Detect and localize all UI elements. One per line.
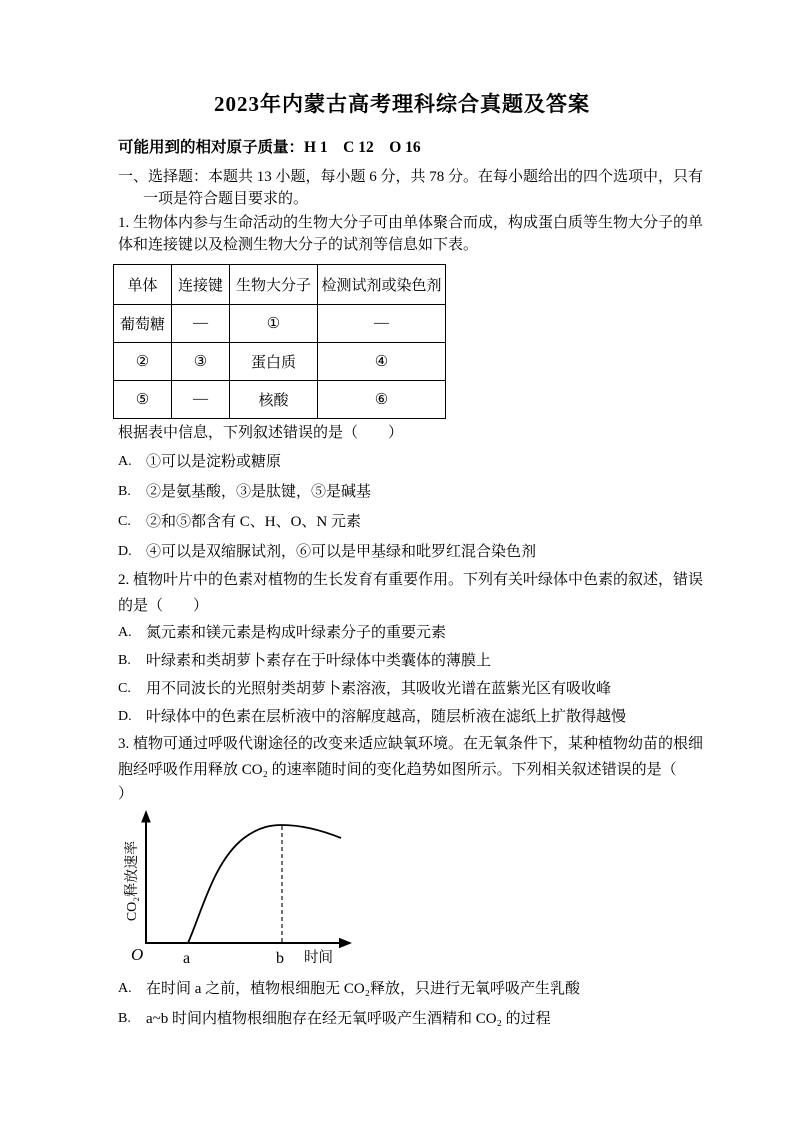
option-label: B.: [118, 653, 131, 668]
q2-stem-line2: 的是（ ）: [118, 598, 209, 614]
table-cell: ⑥: [318, 381, 446, 419]
option-text: ②是氨基酸，③是肽键，⑤是碱基: [146, 484, 372, 500]
y-axis-arrow-icon: [141, 810, 151, 823]
q1-option-c: [118, 507, 686, 537]
q3-stem-line1: 3. 植物可通过呼吸代谢途径的改变来适应缺氧环境。在无氧条件下，某种植物幼苗的根细: [118, 736, 704, 752]
q2-stem-line1: 2. 植物叶片中的色素对植物的生长发育有重要作用。下列有关叶绿体中色素的叙述，错误: [118, 572, 704, 588]
table-cell: ⑤: [114, 381, 172, 419]
q1-table-row-1: [114, 305, 446, 343]
x-tick-a: a: [183, 950, 191, 967]
section-heading-line2: 一项是符合题目要求的。: [143, 191, 309, 207]
table-cell: —: [172, 381, 230, 419]
option-label: D.: [118, 709, 132, 724]
q1-table: [113, 264, 446, 419]
x-tick-b: b: [276, 950, 284, 967]
table-cell: ②: [114, 343, 172, 381]
q1-question: 根据表中信息，下列叙述错误的是（ ）: [118, 425, 404, 441]
q2-option-a: [118, 619, 686, 647]
option-text: 用不同波长的光照射类胡萝卜素溶液，其吸收光谱在蓝紫光区有吸收峰: [146, 681, 612, 697]
q1-table-header-monomer: 单体: [114, 265, 172, 305]
q2-option-d: [118, 703, 686, 731]
y-axis-label: CO₂释放速率: [125, 840, 140, 922]
q1-table-row-2: [114, 343, 446, 381]
option-text: 叶绿素和类胡萝卜素存在于叶绿体中类囊体的薄膜上: [146, 653, 492, 669]
co2-rate-chart: [124, 807, 376, 969]
section-heading-line1: 一、选择题：本题共 13 小题，每小题 6 分，共 78 分。在每小题给出的四个选项中，只有: [118, 169, 704, 185]
option-label: B.: [118, 1011, 131, 1026]
q1-table-header-row: [114, 265, 446, 305]
page-title: 2023年内蒙古高考理科综合真题及答案: [214, 92, 590, 116]
q1-stem-line2: 体和连接键以及检测生物大分子的试剂等信息如下表。: [118, 237, 479, 253]
q2-option-c: [118, 675, 686, 703]
q3-figure: [124, 807, 686, 974]
option-label: D.: [118, 544, 132, 559]
table-cell: 葡萄糖: [114, 305, 172, 343]
option-text: ①可以是淀粉或糖原: [146, 454, 282, 470]
option-label: B.: [118, 484, 131, 499]
q3-option-a: [118, 974, 686, 1004]
x-axis-arrow-icon: [339, 938, 352, 948]
option-text: 叶绿体中的色素在层析液中的溶解度越高，随层析液在滤纸上扩散得越慢: [146, 709, 627, 725]
option-label: A.: [118, 454, 132, 469]
table-cell: —: [318, 305, 446, 343]
table-cell: 核酸: [230, 381, 318, 419]
table-cell: ①: [230, 305, 318, 343]
q1-table-row-3: [114, 381, 446, 419]
option-text: ②和⑤都含有 C、H、O、N 元素: [146, 514, 362, 530]
option-label: A.: [118, 625, 132, 640]
option-text: a~b 时间内植物根细胞存在经无氧呼吸产生酒精和 CO₂ 的过程: [146, 1011, 551, 1027]
atomic-mass-note: 可能用到的相对原子质量：H 1 C 12 O 16: [118, 139, 421, 156]
q1-table-header-reagent: 检测试剂或染色剂: [318, 265, 446, 305]
option-text: 氮元素和镁元素是构成叶绿素分子的重要元素: [146, 625, 447, 641]
table-cell: 蛋白质: [230, 343, 318, 381]
x-axis-label: 时间: [304, 950, 333, 966]
table-cell: ③: [172, 343, 230, 381]
q3-stem-line3: ）: [118, 786, 134, 802]
option-label: C.: [118, 514, 131, 529]
q1-option-b: [118, 477, 686, 507]
co2-rate-curve: [188, 825, 341, 943]
q3-option-b: [118, 1004, 686, 1034]
q1-option-a: [118, 447, 686, 477]
q1-table-header-macromolecule: 生物大分子: [230, 265, 318, 305]
option-label: A.: [118, 981, 132, 996]
q2-option-b: [118, 647, 686, 675]
q1-stem-line1: 1. 生物体内参与生命活动的生物大分子可由单体聚合而成，构成蛋白质等生物大分子的单: [118, 215, 704, 231]
q3-stem-line2: 胞经呼吸作用释放 CO₂ 的速率随时间的变化趋势如图所示。下列相关叙述错误的是（: [118, 762, 677, 778]
option-text: 在时间 a 之前，植物根细胞无 CO₂释放，只进行无氧呼吸产生乳酸: [146, 981, 580, 997]
option-text: ④可以是双缩脲试剂，⑥可以是甲基绿和吡罗红混合染色剂: [146, 544, 537, 560]
option-label: C.: [118, 681, 131, 696]
table-cell: —: [172, 305, 230, 343]
q1-option-d: [118, 537, 686, 567]
table-cell: ④: [318, 343, 446, 381]
q1-table-header-bond: 连接键: [172, 265, 230, 305]
origin-label: O: [131, 945, 144, 964]
